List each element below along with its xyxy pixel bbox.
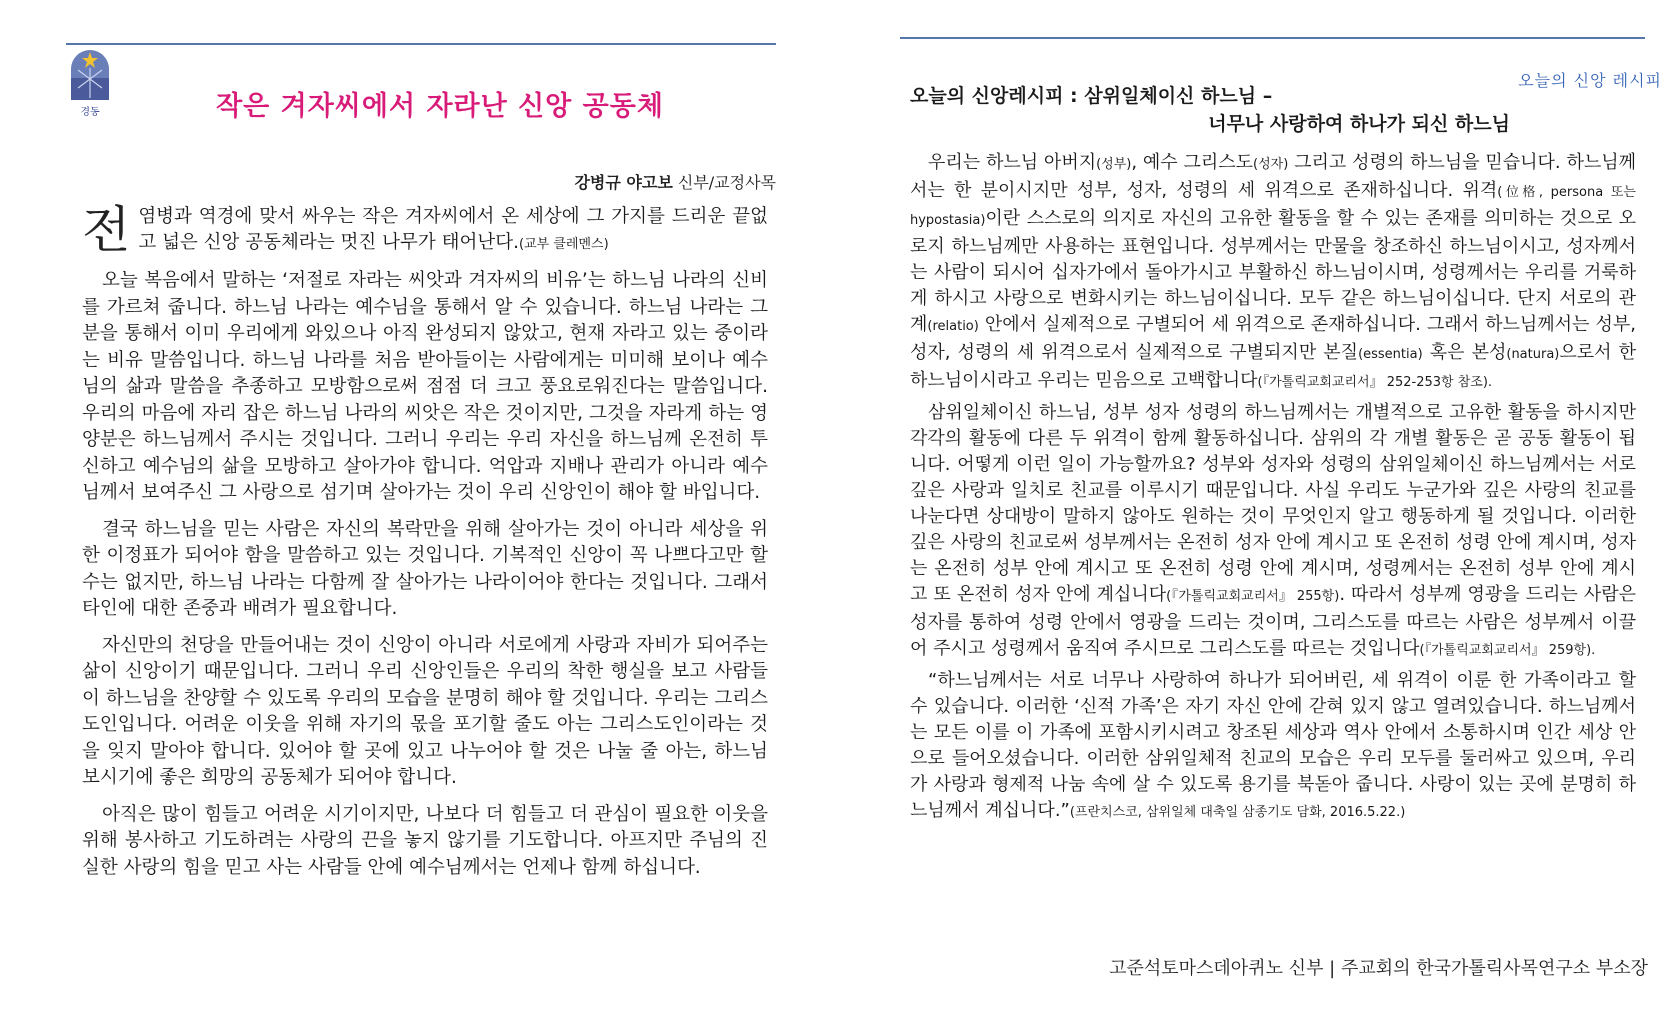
text-run: . 따라서 성부께 영광을 드리는 사람은 성자를 통하여 성령 안에서 영광을 드리는 것이며, 그리스도를 따르는 사람은 성부께서 이끌어 주시고 성령께서 움직여 주시므로 그리스도를 따르는 것입니다 — [910, 584, 1636, 659]
lead-text: 염병과 역경에 맞서 싸우는 작은 겨자씨에서 온 세상에 그 가지를 드리운 끝없고 넓은 신앙 공동체라는 멋진 나무가 태어난다. — [138, 206, 768, 253]
citation: (『가톨릭교회교리서』 259항). — [1419, 643, 1596, 658]
left-page — [0, 0, 800, 1020]
text-run: 혹은 본성 — [1422, 342, 1507, 363]
text-run: , 예수 그리스도 — [1131, 152, 1254, 173]
text-run: 삼위일체이신 하느님, 성부 성자 성령의 하느님께서는 개별적으로 고유한 활동을 하시지만 각각의 활동에 다른 두 위격이 함께 활동하십니다. 삼위의 각 개별 활동은 곧 공동 활동이 됩니다. 어떻게 이런 일이 가능할까요? 성부와 성자와 성령의 삼위일체이신 하느님께서는 서로 깊은 사랑과 일치로 친교를 이루시기 때문입니다. 사실 우리도 누군가와 깊은 사랑의 친교를 나눈다면 상대방이 말하지 않아도 원하는 것이 무엇인지 알고 행동하게 될 것입니다. 이러한 깊은 사랑의 친교로써 성부께서는 온전히 성자 안에 계시고 또 온전히 성령 안에 계시며, 성자는 온전히 성부 안에 계시고 또 온전히 성령 안에 계시며, 성령께서는 온전히 성부 안에 계시고 또 온전히 성자 안에 계십니다 — [910, 402, 1636, 605]
author-name: 강병규 야고보 — [574, 173, 673, 192]
text-run: 으로서 한 하느님이시라고 우리는 믿음으로 고백합니다 — [910, 342, 1636, 391]
gloss: (位格, persona 또는 hypostasia) — [910, 185, 1636, 228]
paragraph: 오늘 복음에서 말하는 ‘저절로 자라는 씨앗과 겨자씨의 비유’는 하느님 나라의 신비를 가르쳐 줍니다. 하느님 나라는 예수님을 통해서 알 수 있습니다. 하느님 나라는 그분을 통해서 이미 우리에게 와있으나 아직 완성되지 않았고, 현재 자라고 있는 중이라는 비유 말씀입니다. 하느님 나라를 처음 받아들이는 사람에게는 미미해 보이나 예수님의 삶과 말씀을 추종하고 모방함으로써 점점 더 크고 풍요로워진다는 말씀입니다. 우리의 마음에 자리 잡은 하느님 나라의 씨앗은 작은 것이지만, 그것을 자라게 하는 영양분은 하느님께서 주시는 것입니다. 그러니 우리는 우리 자신을 하느님께 온전히 투신하고 예수님의 삶을 모방하고 살아가야 합니다. 억압과 지배나 관리가 아니라 예수님께서 보여주신 그 사랑으로 섬기며 살아가는 것이 우리 신앙인이 해야 할 바입니다. — [82, 270, 768, 503]
paragraph — [910, 400, 1636, 664]
title-line-1: 오늘의 신앙레시피 : 삼위일체이신 하느님 – — [910, 85, 1273, 107]
top-rule — [66, 43, 776, 45]
paragraph — [910, 150, 1636, 396]
svg-text:경동: 경동 — [80, 107, 100, 118]
paragraph: 자신만의 천당을 만들어내는 것이 신앙이 아니라 서로에게 사랑과 자비가 되어주는 삶이 신앙이기 때문입니다. 그러니 우리 신앙인들은 우리의 착한 행실을 보고 사람들이 하느님을 찬양할 수 있도록 우리의 모습을 분명히 해야 할 것입니다. 우리는 그리스도인입니다. 어려운 이웃을 위해 자기의 몫을 포기할 줄도 아는 그리스도인이라는 것을 잊지 말아야 합니다. 있어야 할 곳에 있고 나누어야 할 것은 나눌 줄 아는, 하느님 보시기에 좋은 희망의 공동체가 되어야 합니다. — [82, 634, 768, 788]
gloss: (natura) — [1506, 347, 1560, 362]
article-body — [910, 150, 1636, 830]
paragraph: 결국 하느님을 믿는 사람은 자신의 복락만을 위해 살아가는 것이 아니라 세상을 위한 이정표가 되어야 함을 말씀하고 있는 것입니다. 기복적인 신앙이 꼭 나쁘다고만 할 수는 없지만, 하느님 나라는 다함께 잘 살아가는 나라이어야 한다는 것입니다. 그래서 타인에 대한 존중과 배려가 필요합니다. — [82, 518, 768, 619]
gloss: (essentia) — [1358, 347, 1423, 362]
diocese-logo — [68, 48, 112, 120]
text-run: 이란 스스로의 의지로 자신의 고유한 활동을 할 수 있는 존재를 의미하는 것으로 오로지 하느님께만 사용하는 표현입니다. 성부께서는 만물을 창조하신 하느님이시고, 성자께서는 사람이 되시어 십자가에서 돌아가시고 부활하신 하느님이시며, 성령께서는 우리를 거룩하게 하시고 사랑으로 변화시키는 하느님이십니다. 모두 같은 하느님이십니다. 단지 서로의 관계 — [910, 208, 1636, 335]
author-role: 신부/교정사목 — [672, 173, 776, 192]
author-signature: 고준석토마스데아퀴노 신부 | 주교회의 한국가톨릭사목연구소 부소장 — [1109, 958, 1648, 979]
gloss: (relatio) — [927, 319, 979, 334]
text-run: 안에서 실제적으로 구별되어 세 위격으로 존재하십니다. 그래서 하느님께서는 성부, 성자, 성령의 세 위격으로서 실제적으로 구별되지만 본질 — [910, 314, 1636, 363]
article-title: 작은 겨자씨에서 자라난 신앙 공동체 — [216, 91, 664, 122]
lead-source: (교부 클레멘스) — [519, 237, 609, 252]
byline — [574, 170, 776, 193]
text-run: 그리고 성령의 하느님을 믿습니다. 하느님께서는 한 분이시지만 성부, 성자, 성령의 세 위격으로 존재하십니다. 위격 — [910, 152, 1637, 201]
paragraph: 아직은 많이 힘들고 어려운 시기이지만, 나보다 더 힘들고 더 관심이 필요한 이웃을 위해 봉사하고 기도하려는 사랑의 끈을 놓지 않기를 기도합니다. 아프지만 주님의 진실한 사랑의 힘을 믿고 사는 사람들 안에 예수님께서는 언제나 함께 하십니다. — [82, 803, 768, 878]
article-title — [910, 82, 1610, 138]
paragraph — [910, 668, 1636, 826]
citation: (『가톨릭교회교리서』 252-253항 참조). — [1257, 375, 1493, 390]
drop-cap: 전 — [82, 201, 131, 259]
lead-quote — [82, 201, 768, 259]
gloss: (성자) — [1253, 157, 1289, 172]
citation: (프란치스코, 삼위일체 대축일 삼종기도 담화, 2016.5.22.) — [1069, 805, 1406, 820]
right-page — [880, 0, 1680, 1020]
gloss: (성부) — [1096, 157, 1132, 172]
title-line-2: 너무나 사랑하여 하나가 되신 하느님 — [1208, 113, 1510, 135]
citation: (『가톨릭교회교리서』 255항) — [1166, 589, 1340, 604]
section-tag: 오늘의 신앙 레시피 — [1518, 71, 1662, 90]
article-body — [82, 268, 768, 891]
text-run: 우리는 하느님 아버지 — [928, 152, 1097, 173]
quote-text: “하느님께서는 서로 너무나 사랑하여 하나가 되어버린, 세 위격이 이룬 한 가족이라고 할 수 있습니다. 이러한 ‘신적 가족’은 자기 자신 안에 갇혀 있지 않고 열려있습니다. 하느님께서는 모든 이를 이 가족에 포함시키시려고 창조된 세상과 역사 안에서 소통하시며 인간 세상 안으로 들어오셨습니다. 이러한 삼위일체적 친교의 모습은 우리 모두를 둘러싸고 있으며, 우리가 사랑과 형제적 나눔 속에 살 수 있도록 용기를 북돋아 줍니다. 사랑이 있는 곳에 분명히 하느님께서 계십니다.” — [910, 670, 1636, 821]
top-rule — [900, 37, 1645, 39]
